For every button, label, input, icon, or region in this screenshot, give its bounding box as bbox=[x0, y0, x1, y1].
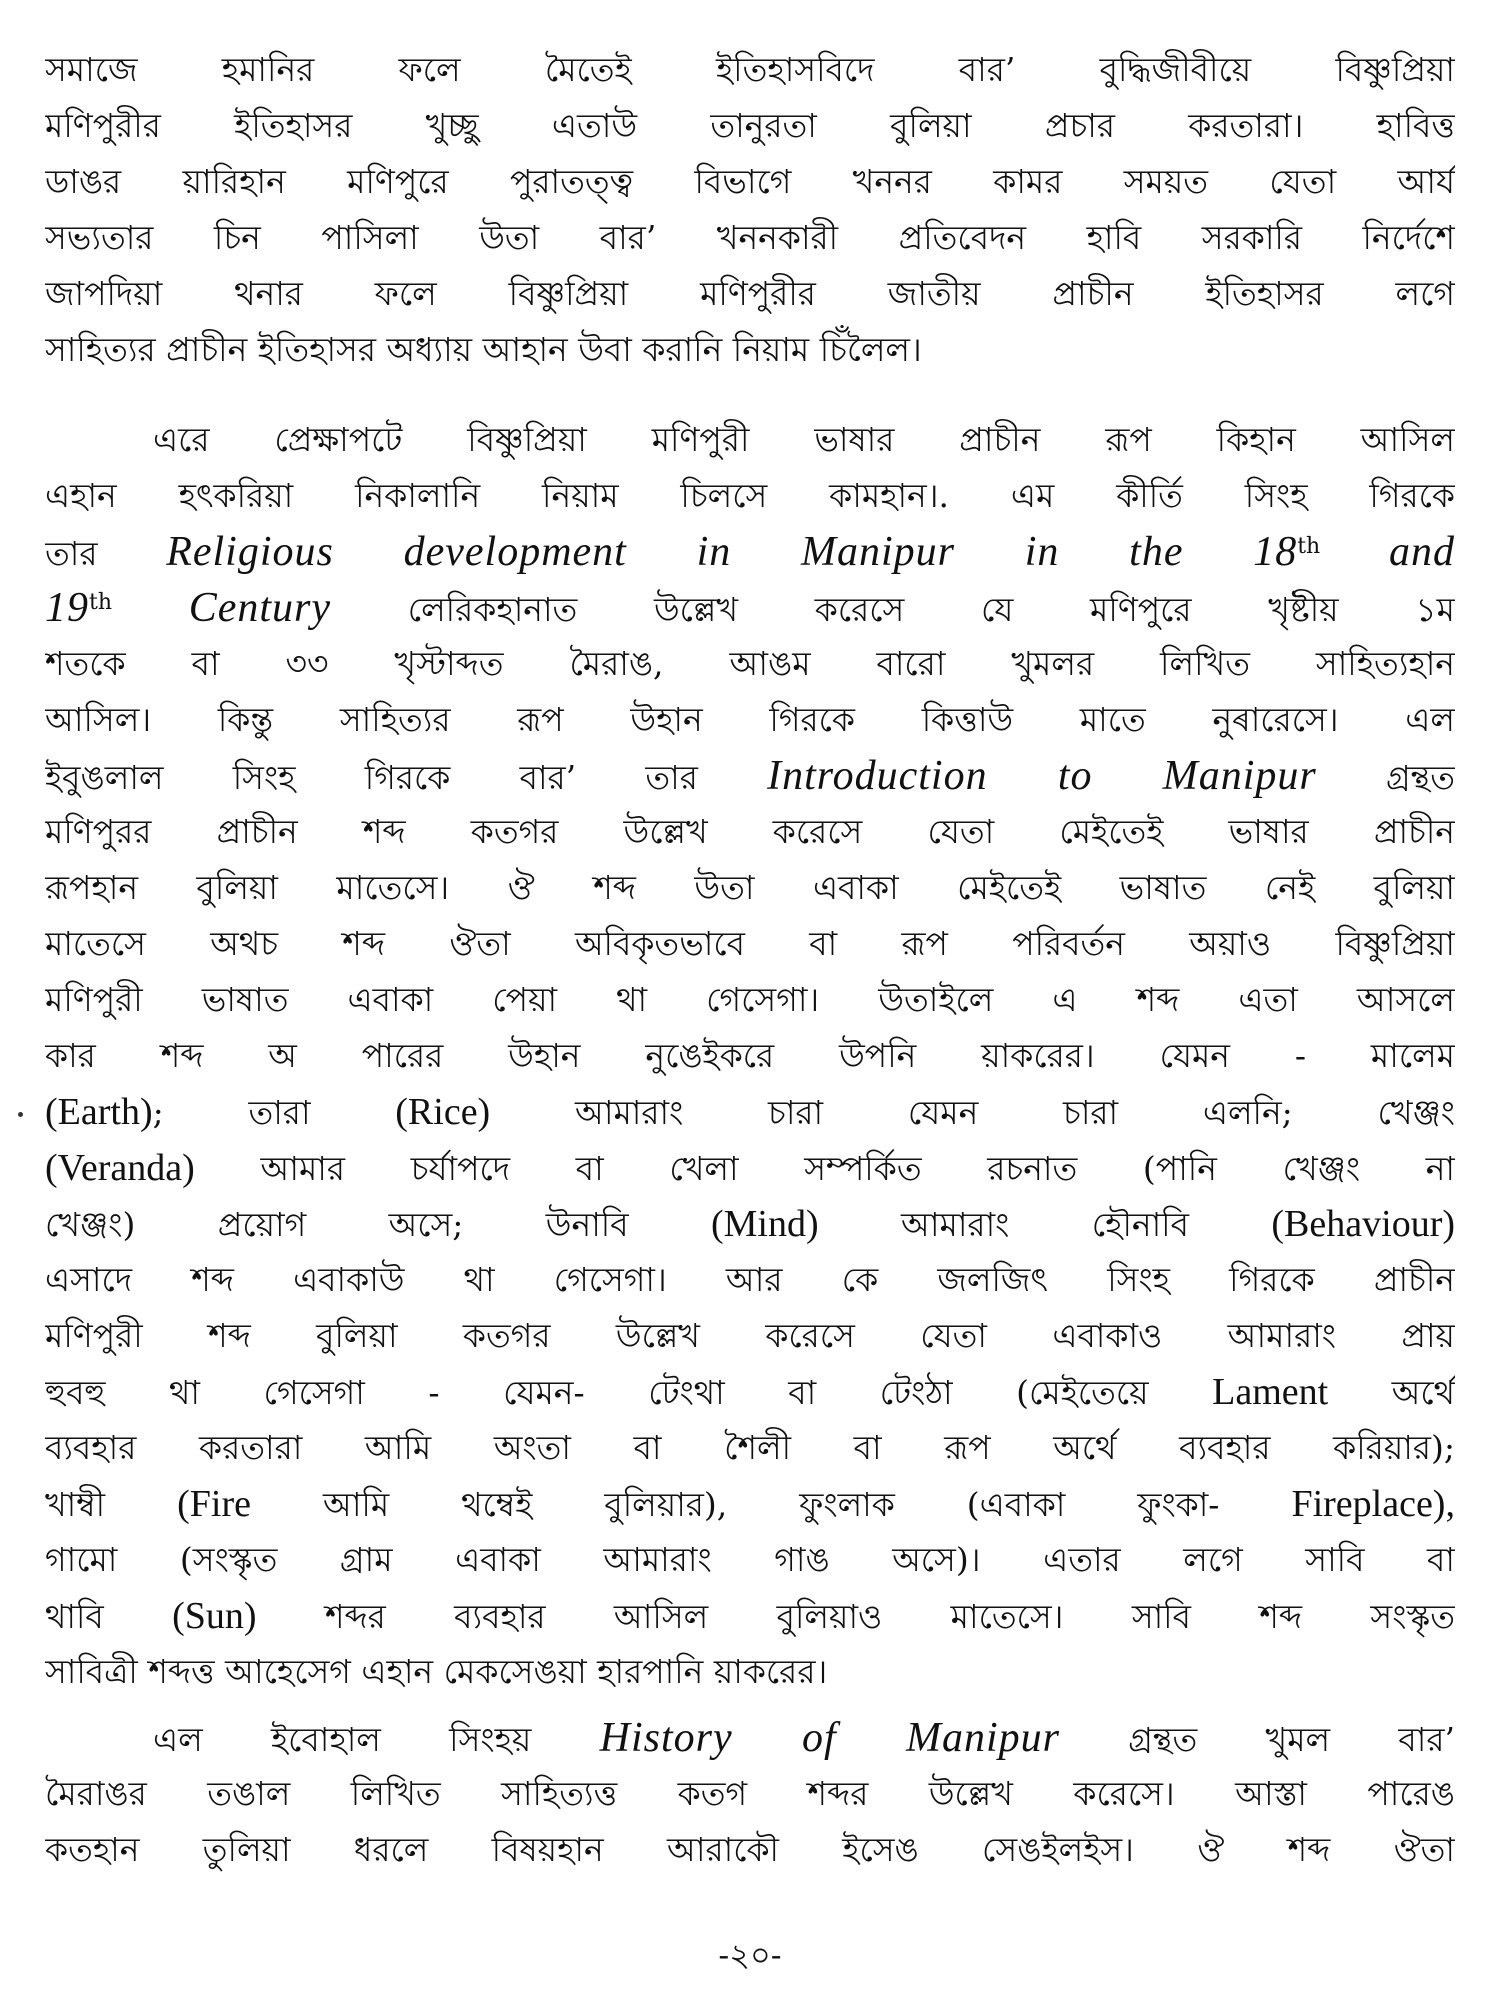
text-line: মণিপুরীর ইতিহাসর খুচ্ছু এতাউ তানুরতা বুলিয়া প্রচার করতারা। হাবিত্ত bbox=[45, 106, 1455, 145]
english-word: (Fire bbox=[177, 1483, 251, 1525]
text-line bbox=[45, 1364, 1455, 1420]
paragraph-3 bbox=[45, 1710, 1455, 1878]
english-word: Lament bbox=[1212, 1371, 1329, 1413]
english-title: History of Manipur bbox=[599, 1715, 1060, 1761]
text-run: অর্থে bbox=[1391, 1373, 1455, 1412]
text-run: ইবুঙলাল সিংহ গিরকে বার’ তার bbox=[45, 758, 698, 797]
scan-dot-mark bbox=[18, 1112, 23, 1117]
text-run: খাম্বী bbox=[45, 1485, 106, 1524]
text-line: মণিপুরী শব্দ বুলিয়া কতগর উল্লেখ করেসে যেতা এবাকাও আমারাং প্রায় bbox=[45, 1316, 1455, 1355]
text-line bbox=[45, 580, 1455, 636]
text-run: গ্রন্থত খুমল বার’ bbox=[1128, 1720, 1455, 1759]
text-run: থাবি bbox=[45, 1597, 104, 1636]
text-line: রূপহান বুলিয়া মাতেসে। ঔ শব্দ উতা এবাকা মেইতেই ভাষাত নেই বুলিয়া bbox=[45, 868, 1455, 907]
english-word: (Behaviour) bbox=[1271, 1203, 1455, 1245]
text-line: মণিপুরর প্রাচীন শব্দ কতগর উল্লেখ করেসে যেতা মেইতেই ভাষার প্রাচীন bbox=[45, 812, 1455, 851]
english-title: Century bbox=[188, 585, 332, 631]
text-run: হুবহু থা গেসেগা - যেমন- টেংথা বা টেংঠা (মেইতেয়ে bbox=[45, 1373, 1149, 1412]
text-line: সাহিত্যর প্রাচীন ইতিহাসর অধ্যায় আহান উবা করানি নিয়াম চিঁলৈল। bbox=[45, 330, 922, 369]
text-line: এসাদে শব্দ এবাকাউ থা গেসেগা। আর কে জলজিৎ সিংহ গিরকে প্রাচীন bbox=[45, 1260, 1455, 1299]
text-line: মাতেসে অথচ শব্দ ঔতা অবিকৃতভাবে বা রূপ পরিবর্তন অয়াও বিষ্ণুপ্রিয়া bbox=[45, 924, 1455, 963]
text-line bbox=[45, 524, 1455, 580]
english-word: Fireplace), bbox=[1291, 1483, 1455, 1525]
text-line bbox=[45, 1196, 1455, 1252]
superscript: th bbox=[1297, 534, 1321, 559]
text-line: গামো (সংস্কৃত গ্রাম এবাকা আমারাং গাঙ অসে)। এতার লগে সাবি বা bbox=[45, 1540, 1455, 1579]
text-line bbox=[45, 1140, 1455, 1196]
text-run: এল ইবোহাল সিংহয় bbox=[153, 1720, 532, 1759]
text-line: কার শব্দ অ পারের উহান নুঙেইকরে উপনি য়াকরের। যেমন - মালেম bbox=[45, 1036, 1455, 1075]
text-line: ব্যবহার করতারা আমি অংতা বা শৈলী বা রূপ অর্থে ব্যবহার করিয়ার); bbox=[45, 1428, 1455, 1467]
text-line bbox=[45, 1476, 1455, 1532]
english-number: 19 bbox=[45, 585, 89, 631]
text-line bbox=[45, 748, 1455, 804]
english-word: (Mind) bbox=[710, 1203, 819, 1245]
text-line: জাপদিয়া থনার ফলে বিষ্ণুপ্রিয়া মণিপুরীর জাতীয় প্রাচীন ইতিহাসর লগে bbox=[45, 274, 1455, 313]
paragraph-2 bbox=[45, 412, 1455, 1700]
text-line: মৈরাঙর তঙাল লিখিত সাহিত্যত্ত কতগ শব্দর উল্লেখ করেসে। আস্তা পারেঙ bbox=[45, 1774, 1455, 1813]
text-run: খেঞ্জং) প্রয়োগ অসে; উনাবি bbox=[45, 1205, 629, 1244]
text-line: শতকে বা ৩৩ খৃস্টাব্দত মৈরাঙ, আঙম বারো খুমলর লিখিত সাহিত্যহান bbox=[45, 644, 1455, 683]
english-word: (Sun) bbox=[172, 1595, 257, 1637]
text-line bbox=[45, 1084, 1455, 1140]
text-line: সাবিত্রী শব্দত্ত আহেসেগ এহান মেকসেঙয়া হারপানি য়াকরের। bbox=[45, 1652, 828, 1691]
text-run: আমি থম্বেই বুলিয়ার), ফুংলাক (এবাকা ফুংকা- bbox=[322, 1485, 1220, 1524]
text-line: ডাঙর য়ারিহান মণিপুরে পুরাতত্ত্ব বিভাগে খননর কামর সময়ত যেতা আর্য bbox=[45, 162, 1455, 201]
text-run: আমারাং চারা যেমন চারা এলনি; খেঞ্জং bbox=[574, 1093, 1455, 1132]
text-run: লেরিকহানাত উল্লেখ করেসে যে মণিপুরে খৃষ্টীয় ১ম bbox=[407, 590, 1455, 629]
text-line: সমাজে হমানির ফলে মৈতেই ইতিহাসবিদে বার’ বুদ্ধিজীবীয়ে বিষ্ণুপ্রিয়া bbox=[45, 50, 1455, 89]
english-word: (Earth) bbox=[45, 1091, 153, 1133]
text-line bbox=[45, 1588, 1455, 1644]
text-run: আমারাং হৌনাবি bbox=[901, 1205, 1189, 1244]
page-number: -২০- bbox=[718, 1936, 782, 1974]
text-line bbox=[45, 1710, 1455, 1766]
text-run: গ্রন্থত bbox=[1386, 758, 1455, 797]
text-run: তার bbox=[45, 534, 98, 573]
text-run: ; তারা bbox=[152, 1093, 311, 1132]
text-line: সভ্যতার চিন পাসিলা উতা বার’ খননকারী প্রতিবেদন হাবি সরকারি নির্দেশে bbox=[45, 218, 1455, 257]
text-line: এরে প্রেক্ষাপটে বিষ্ণুপ্রিয়া মণিপুরী ভাষার প্রাচীন রূপ কিহান আসিল bbox=[153, 420, 1455, 459]
english-word: and bbox=[1388, 529, 1455, 575]
text-run: শব্দর ব্যবহার আসিল বুলিয়াও মাতেসে। সাবি শব্দ সংস্কৃত bbox=[324, 1597, 1455, 1636]
paragraph-1 bbox=[45, 42, 1455, 378]
text-line: মণিপুরী ভাষাত এবাকা পেয়া থা গেসেগা। উতাইলে এ শব্দ এতা আসলে bbox=[45, 980, 1455, 1019]
text-line: কতহান তুলিয়া ধরলে বিষয়হান আরাকৌ ইসেঙ সেঙইলইস। ঔ শব্দ ঔতা bbox=[45, 1830, 1455, 1869]
english-title: Religious development in Manipur in the 18 bbox=[166, 529, 1298, 575]
english-title: Introduction to Manipur bbox=[767, 753, 1317, 799]
english-word: (Veranda) bbox=[45, 1147, 195, 1189]
text-line: এহান হৎকরিয়া নিকালানি নিয়াম চিলসে কামহান।. এম কীর্তি সিংহ গিরকে bbox=[45, 476, 1455, 515]
text-run: আমার চর্যাপদে বা খেলা সম্পর্কিত রচনাত (পানি খেঞ্জং না bbox=[260, 1149, 1455, 1188]
text-line: আসিল। কিন্তু সাহিত্যর রূপ উহান গিরকে কিত্তাউ মাতে নুৰারেসে। এল bbox=[45, 700, 1455, 739]
english-word: (Rice) bbox=[395, 1091, 491, 1133]
superscript: th bbox=[89, 590, 113, 615]
